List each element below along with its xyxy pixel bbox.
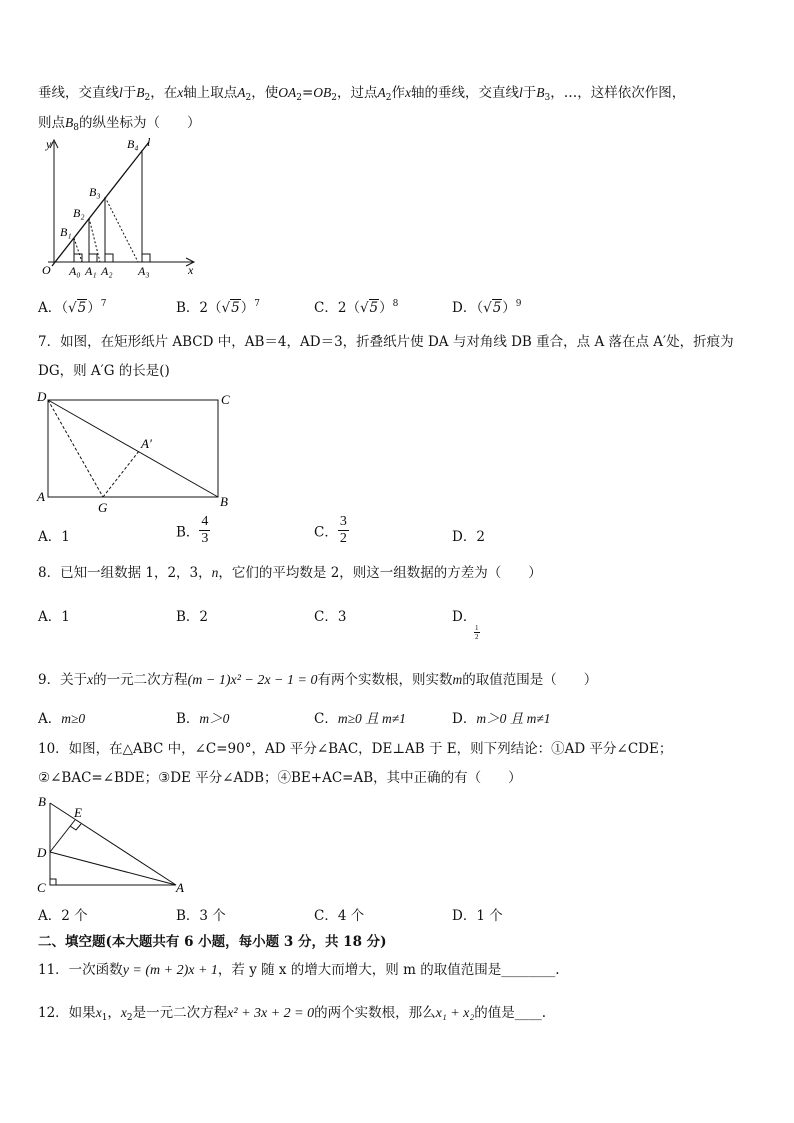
q8-option-a[interactable]: A．1 [38,609,70,625]
label-a-prime: A′ [141,436,152,451]
q6-option-d[interactable]: D．$(√5)^9$ [452,299,522,316]
q7-line-2: DG，则 A′G 的长是() [38,363,170,379]
label-e: E [74,805,82,820]
right-angle-a2 [105,254,113,262]
q10-line-1: 10．如图，在△ABC 中，∠C=90°，AD 平分∠BAC，DE⊥AB 于 E，则下列结论：①AD 平分∠CDE； [38,741,673,757]
q6-option-a[interactable]: A．$(√5)^7$ [38,299,107,316]
label-a2: A₂ [101,264,113,278]
section-2-heading: 二、填空题(本大题共有 6 小题，每小题 3 分，共 18 分) [38,934,387,950]
q9-option-c[interactable]: C．m≥0 且 m≠1 [314,711,406,727]
q9-option-a[interactable]: A．m≥0 [38,711,86,727]
q6-line-2: 则点$B_8$的纵坐标为（ ） [38,115,201,133]
fold-dg [48,400,103,497]
line-l [52,142,149,266]
label-a3: A₃ [138,264,150,278]
label-b: B [220,494,228,509]
q9-stem: 9．关于x的一元二次方程(m − 1)x² − 2x − 1 = 0有两个实数根，则实数m的取值范围是（ ） [38,672,598,688]
q10-option-c[interactable]: C．4 个 [314,908,365,924]
label-d: D [37,845,47,860]
label-a: A [176,880,184,895]
q8-option-d[interactable]: D． [452,609,477,625]
q9-option-d[interactable]: D．m＞0 且 m≠1 [452,711,551,727]
label-d: D [37,389,47,404]
segment-ba [50,803,176,885]
label-y: y [46,137,52,151]
label-a0: A₀ [69,264,81,278]
label-b3: B₃ [89,185,101,199]
label-l: l [147,135,151,149]
label-b: B [38,794,46,809]
label-o: O [42,263,51,277]
q7-option-b[interactable]: B． $\frac{4}{3}$ [176,514,209,546]
q11-stem: 11．一次函数y = (m + 2)x + 1，若 y 随 x 的增大而增大，则 m 的取值范围是________. [38,962,560,978]
q9-option-b[interactable]: B．m＞0 [176,711,230,727]
segment-da [50,852,176,885]
q10-figure [34,793,194,895]
q10-option-d[interactable]: D．1 个 [452,908,503,924]
segment-de [50,820,75,852]
label-c: C [37,880,46,895]
q10-line-2: ②∠BAC=∠BDE；③DE 平分∠ADB；④BE+AC=AB，其中正确的有（ ） [38,770,522,786]
q10-option-a[interactable]: A．2 个 [38,908,88,924]
q7-option-a[interactable]: A．1 [38,529,70,545]
right-angle-a3 [142,254,150,262]
dotted-b1 [74,238,82,262]
right-angle-a1 [89,254,97,262]
label-a1: A₁ [85,264,97,278]
label-x: x [188,263,194,277]
right-angle-c [50,879,56,885]
dotted-b2 [89,218,100,262]
q8-option-d-fraction: 1 2 [475,624,479,641]
q10-option-b[interactable]: B．3 个 [176,908,226,924]
q12-stem: 12．如果$x_1$，$x_2$是一元二次方程x² + 3x + 2 = 0的两个实数根，那么x₁ + x₂的值是____. [38,1005,547,1023]
q7-option-c[interactable]: C． $\frac{3}{2}$ [314,514,347,546]
q7-option-d[interactable]: D．2 [452,529,485,545]
diagonal-db [48,400,218,497]
dotted-b3 [105,197,138,262]
label-g: G [98,500,108,515]
q6-option-c[interactable]: C．$2(√5)^8$ [314,299,399,316]
label-b4: B₄ [127,137,139,151]
label-c: C [221,392,230,407]
q6-option-b[interactable]: B．$2(√5)^7$ [176,299,260,316]
q8-stem: 8．已知一组数据 1，2，3，n，它们的平均数是 2，则这一组数据的方差为（ ） [38,565,542,581]
label-b2: B₂ [73,206,85,220]
q7-line-1: 7．如图，在矩形纸片 ABCD 中，AB＝4，AD＝3，折叠纸片使 DA 与对角线 DB 重合，点 A 落在点 A′处，折痕为 [38,334,734,350]
q6-figure [34,132,204,282]
q8-option-c[interactable]: C．3 [314,609,347,625]
label-b1: B₁ [60,225,72,239]
q6-line-1: 垂线，交直线l于$B_2$，在x轴上取点$A_2$，使$OA_2=OB_2$，过点$A_2$作x轴的垂线，交直线l于$B_3$，…，这样依次作图， [38,85,686,103]
segment-ag [103,451,139,497]
q7-figure [34,388,244,516]
label-a: A [37,489,45,504]
q8-option-b[interactable]: B．2 [176,609,209,625]
